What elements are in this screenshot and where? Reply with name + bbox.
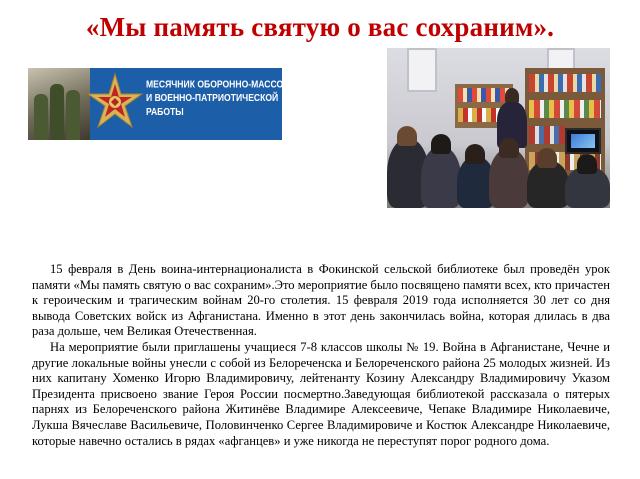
banner-text xyxy=(146,77,303,118)
campaign-banner xyxy=(28,68,303,140)
order-star-icon xyxy=(80,72,150,136)
library-event-photo xyxy=(387,48,610,208)
article-body xyxy=(32,262,610,449)
monitor-screen xyxy=(565,128,601,154)
banner-line: МЕСЯЧНИК ОБОРОННО-МАССОВОЙ xyxy=(146,78,303,90)
article-paragraph: 15 февраля в День воина-интернационалиста в Фокинской сельской библиотеке был проведён урок памяти «Мы память святую о вас сохраним».Это мероприятие было посвящено памяти всех, кто причастен к героическим и трагическим войнам 20-го столетия. 15 февраля 2019 года исполняется 30 лет со дня вывода Советских войск из Афганистана. Именно в этот день закончилась война, которая длилась в два раза дольше, чем Великая Отечественная. xyxy=(32,262,610,339)
banner-line: РАБОТЫ xyxy=(146,105,184,118)
banner-line: И ВОЕННО-ПАТРИОТИЧЕСКОЙ xyxy=(146,91,279,104)
article-paragraph: На мероприятие были приглашены учащиеся 7-8 классов школы № 19. Война в Афганистане, Чечне и другие локальные войны унесли с собой из Белореченска и Белореченского района 25 молодых жизней. Из них капитану Хоменко Игорю Владимировичу, лейтенанту Козину Александру Владимировичу Указом Президента присвоено звание Героя России посмертно.Заведующая библиотекой рассказала о пятерых парнях из Белореченского района Житинёве Владимире Алексеевиче, Чепаке Владимире Николаевиче, Лукша Вячеславе Васильевиче, Половинченко Сергее Владимировиче и Костюк Александре Николаевиче, которые навечно остались в рядах «афганцев» и уже никогда не переступят порог родного дома. xyxy=(32,339,610,448)
page-title: «Мы память святую о вас сохраним». xyxy=(85,12,555,42)
